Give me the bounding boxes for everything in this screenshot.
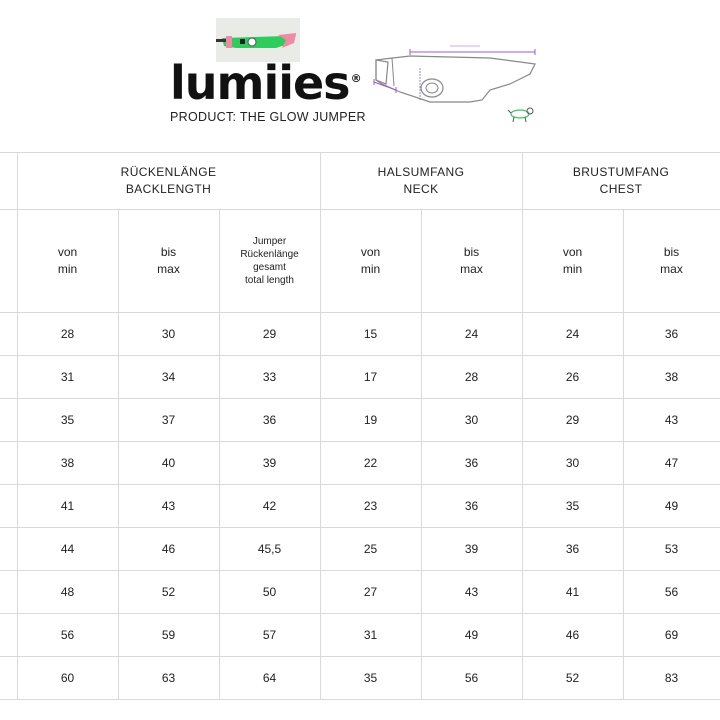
cell-chest-min: 24 [522, 313, 623, 356]
cell-neck-min: 17 [320, 356, 421, 399]
table-row [0, 313, 720, 356]
cell-neck-max: 39 [421, 528, 522, 571]
row-stub [0, 399, 17, 442]
cell-total-length: 36 [219, 399, 320, 442]
cell-total-length: 57 [219, 614, 320, 657]
cell-total-length: 33 [219, 356, 320, 399]
brand-wordmark: lumiies [170, 56, 350, 110]
size-rows [0, 313, 720, 700]
cell-neck-min: 25 [320, 528, 421, 571]
cell-chest-max: 69 [623, 614, 720, 657]
measurement-diagram [370, 40, 550, 130]
cell-chest-min: 41 [522, 571, 623, 614]
row-stub [0, 528, 17, 571]
cell-total-length: 64 [219, 657, 320, 700]
brand-logo [170, 56, 361, 110]
cell-backlength-min: 44 [17, 528, 118, 571]
cell-chest-min: 30 [522, 442, 623, 485]
cell-neck-max: 24 [421, 313, 522, 356]
cell-chest-max: 47 [623, 442, 720, 485]
col-backlength-max: bis max [118, 210, 219, 313]
cell-total-length: 45,5 [219, 528, 320, 571]
row-stub [0, 614, 17, 657]
group-header-row [0, 153, 720, 210]
cell-backlength-min: 35 [17, 399, 118, 442]
col-total-length: Jumper Rückenlänge gesamt total length [219, 210, 320, 313]
cell-backlength-max: 40 [118, 442, 219, 485]
cell-total-length: 39 [219, 442, 320, 485]
sub-header-row [0, 210, 720, 313]
row-stub [0, 571, 17, 614]
row-stub [0, 485, 17, 528]
col-chest-min: von min [522, 210, 623, 313]
row-stub [0, 442, 17, 485]
table-row [0, 657, 720, 700]
table-row [0, 442, 720, 485]
group-chest: BRUSTUMFANG CHEST [522, 153, 720, 210]
cell-backlength-min: 28 [17, 313, 118, 356]
cell-neck-min: 19 [320, 399, 421, 442]
product-name: PRODUCT: THE GLOW JUMPER [170, 110, 366, 124]
cell-chest-min: 36 [522, 528, 623, 571]
cell-backlength-min: 60 [17, 657, 118, 700]
cell-neck-min: 23 [320, 485, 421, 528]
registered-mark: ® [350, 72, 361, 85]
cell-neck-max: 30 [421, 399, 522, 442]
cell-backlength-max: 59 [118, 614, 219, 657]
group-neck: HALSUMFANG NECK [320, 153, 522, 210]
cell-backlength-min: 41 [17, 485, 118, 528]
cell-neck-max: 28 [421, 356, 522, 399]
cell-neck-max: 36 [421, 442, 522, 485]
cell-chest-max: 53 [623, 528, 720, 571]
cell-total-length: 42 [219, 485, 320, 528]
cell-total-length: 50 [219, 571, 320, 614]
cell-neck-max: 36 [421, 485, 522, 528]
cell-backlength-max: 63 [118, 657, 219, 700]
cell-backlength-max: 34 [118, 356, 219, 399]
cell-neck-min: 27 [320, 571, 421, 614]
cell-chest-min: 52 [522, 657, 623, 700]
cell-backlength-min: 48 [17, 571, 118, 614]
row-stub [0, 153, 17, 210]
page-header [0, 0, 720, 150]
cell-neck-max: 43 [421, 571, 522, 614]
cell-backlength-max: 43 [118, 485, 219, 528]
cell-chest-max: 43 [623, 399, 720, 442]
cell-neck-max: 49 [421, 614, 522, 657]
cell-neck-min: 15 [320, 313, 421, 356]
cell-backlength-max: 37 [118, 399, 219, 442]
col-neck-min: von min [320, 210, 421, 313]
cell-chest-min: 46 [522, 614, 623, 657]
size-chart-table [0, 152, 720, 700]
cell-chest-min: 29 [522, 399, 623, 442]
row-stub [0, 657, 17, 700]
cell-backlength-min: 56 [17, 614, 118, 657]
table-row [0, 571, 720, 614]
row-stub [0, 356, 17, 399]
cell-backlength-min: 31 [17, 356, 118, 399]
group-backlength: RÜCKENLÄNGE BACKLENGTH [17, 153, 320, 210]
cell-backlength-max: 30 [118, 313, 219, 356]
cell-neck-min: 31 [320, 614, 421, 657]
cell-neck-max: 56 [421, 657, 522, 700]
cell-backlength-max: 46 [118, 528, 219, 571]
cell-total-length: 29 [219, 313, 320, 356]
cell-backlength-max: 52 [118, 571, 219, 614]
table-row [0, 356, 720, 399]
table-row [0, 485, 720, 528]
cell-neck-min: 35 [320, 657, 421, 700]
cell-chest-max: 38 [623, 356, 720, 399]
cell-chest-max: 36 [623, 313, 720, 356]
table-row [0, 614, 720, 657]
cell-chest-max: 56 [623, 571, 720, 614]
cell-backlength-min: 38 [17, 442, 118, 485]
cell-neck-min: 22 [320, 442, 421, 485]
col-chest-max: bis max [623, 210, 720, 313]
cell-chest-max: 83 [623, 657, 720, 700]
row-stub [0, 210, 17, 313]
row-stub [0, 313, 17, 356]
col-neck-max: bis max [421, 210, 522, 313]
cell-chest-min: 35 [522, 485, 623, 528]
cell-chest-max: 49 [623, 485, 720, 528]
cell-chest-min: 26 [522, 356, 623, 399]
col-backlength-min: von min [17, 210, 118, 313]
table-row [0, 528, 720, 571]
table-row [0, 399, 720, 442]
dog-icon [508, 108, 533, 122]
